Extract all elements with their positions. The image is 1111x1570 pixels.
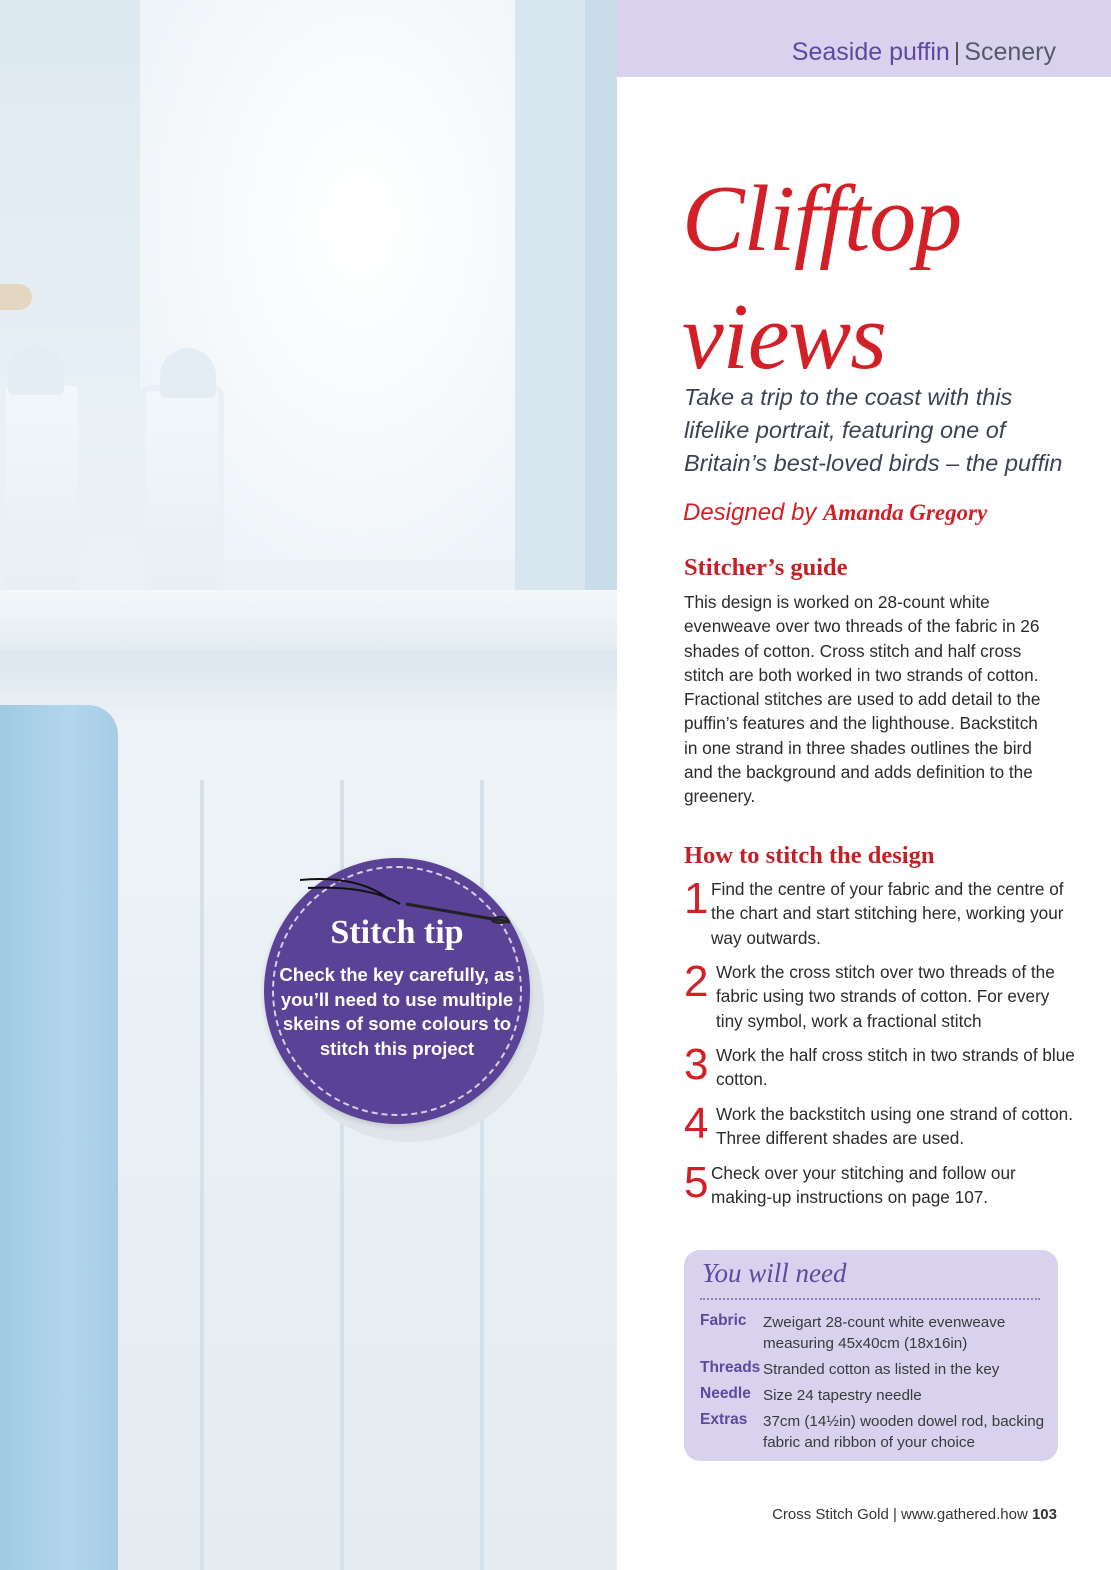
step-number: 3 <box>684 1040 709 1089</box>
need-item-label: Threads <box>700 1359 761 1376</box>
category-name: Scenery <box>964 38 1056 66</box>
byline-prefix: Designed by <box>683 499 817 526</box>
step-4 <box>684 1099 1074 1154</box>
lantern-right <box>140 385 224 612</box>
step-text: Work the cross stitch over two threads of the fabric using two strands of cotton. For every tiny symbol, work a fractional stitch <box>716 962 1055 1031</box>
byline-name: Amanda Gregory <box>823 500 988 525</box>
need-item-needle <box>700 1385 1050 1407</box>
section-header-bar <box>617 0 1111 77</box>
website-link[interactable]: www.gathered.how <box>901 1506 1028 1523</box>
step-1 <box>684 874 1074 953</box>
step-text: Work the half cross stitch in two strands of blue cotton. <box>716 1045 1075 1090</box>
step-2 <box>684 957 1074 1036</box>
need-item-threads <box>700 1359 1050 1381</box>
step-number: 4 <box>684 1099 709 1148</box>
need-item-value: Stranded cotton as listed in the key <box>763 1361 1000 1378</box>
title-line-2: views <box>682 285 886 389</box>
window-frame-edge <box>585 0 617 620</box>
standfirst: Take a trip to the coast with this lifelike portrait, featuring one of Britain’s best-loved birds – the puffin <box>684 384 1063 476</box>
step-text: Find the centre of your fabric and the centre of the chart and start stitching here, working your way outwards. <box>711 879 1064 948</box>
blue-towel <box>0 705 118 1570</box>
step-number: 5 <box>684 1158 709 1207</box>
need-item-label: Extras <box>700 1411 748 1428</box>
section-name: Seaside puffin <box>791 38 950 66</box>
step-3 <box>684 1040 1075 1095</box>
page-number: 103 <box>1031 1506 1057 1523</box>
stitch-tip-text: Check the key carefully, as you’ll need to use multiple skeins of some colours to stitch this project <box>279 964 515 1059</box>
step-text: Work the backstitch using one strand of cotton. Three different shades are used. <box>716 1104 1073 1149</box>
magazine-name: Cross Stitch Gold <box>772 1506 889 1523</box>
page-footer <box>772 1506 1057 1523</box>
need-item-value: Size 24 tapestry needle <box>763 1387 922 1404</box>
window-sill <box>0 590 617 650</box>
lantern-left-top <box>8 345 64 395</box>
guide-body: This design is worked on 28-count white evenweave over two threads of the fabric in 26 shades of cotton. Cross stitch and half cross stitch are both worked in two strands of cotton. Fractional stitches are used to add detail to the puffin’s features and the lighthouse. Backstitch in one strand in three shades outlines the bird and the background and adds definition to the greenery. <box>684 592 1041 807</box>
howto-heading: How to stitch the design <box>684 842 935 869</box>
need-item-label: Needle <box>700 1385 751 1402</box>
need-item-value: Zweigart 28-count white evenweave measuring 45x40cm (18x16in) <box>763 1314 1006 1352</box>
cabinet-panel-line <box>200 780 204 1570</box>
lantern-left <box>0 380 84 607</box>
need-item-label: Fabric <box>700 1312 747 1329</box>
lantern-right-top <box>160 348 216 398</box>
need-item-fabric <box>700 1312 1050 1356</box>
you-will-need-title: You will need <box>702 1258 847 1288</box>
stitch-tip-title: Stitch tip <box>330 914 464 951</box>
step-5 <box>684 1158 1074 1213</box>
article-title <box>682 160 961 396</box>
need-item-value: 37cm (14½in) wooden dowel rod, backing fabric and ribbon of your choice <box>763 1413 1045 1451</box>
footer-divider: | <box>892 1506 897 1523</box>
window-frame <box>515 0 585 620</box>
step-number: 2 <box>684 957 709 1006</box>
section-breadcrumb <box>792 38 1056 67</box>
you-will-need-divider <box>700 1298 1040 1300</box>
byline <box>683 499 987 527</box>
breadcrumb-divider: | <box>953 38 961 66</box>
guide-heading: Stitcher’s guide <box>684 554 848 581</box>
step-text: Check over your stitching and follow our making-up instructions on page 107. <box>711 1163 1016 1208</box>
dowel-rod <box>0 284 32 310</box>
you-will-need-box <box>684 1250 1058 1461</box>
step-number: 1 <box>684 874 709 923</box>
title-line-1: Clifftop <box>682 167 962 271</box>
need-item-extras <box>700 1411 1050 1455</box>
